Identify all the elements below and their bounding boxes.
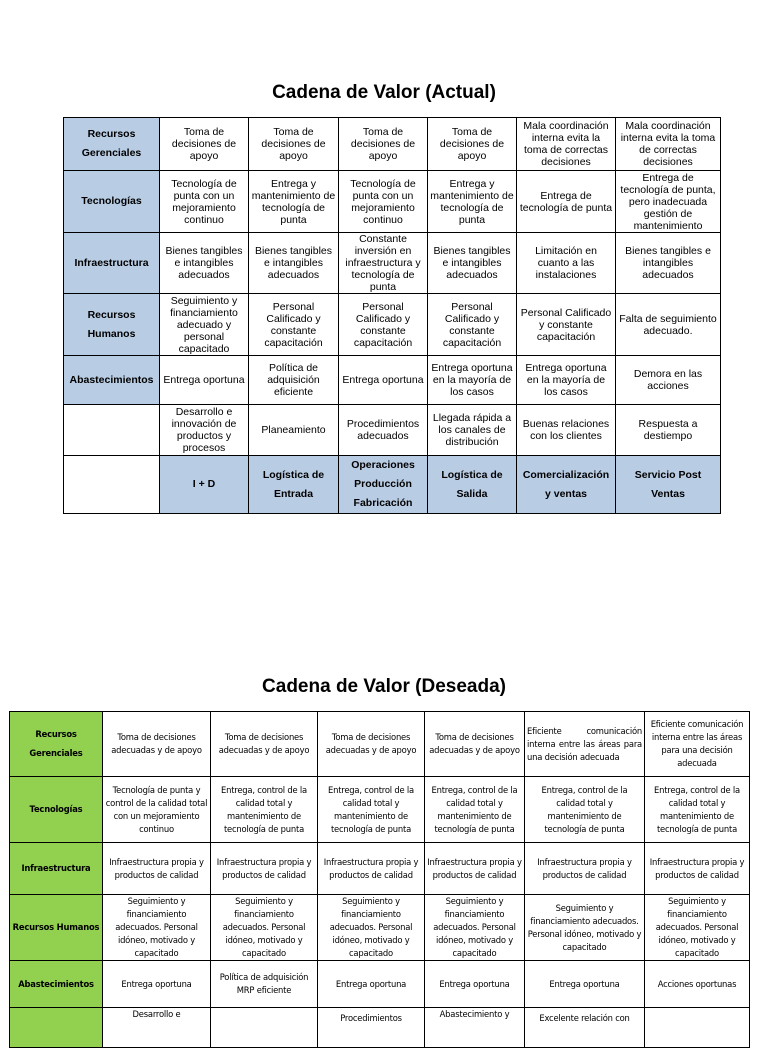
table-row [64,405,721,456]
table-row [10,895,750,961]
table-cell: Desarrollo e [103,1008,211,1048]
table-cell: Toma de decisiones adecuadas y de apoyo [425,712,525,777]
table-cell: Bienes tangibles e intangibles adecuados [616,233,721,294]
table-row [64,233,721,294]
table-cell: Infraestructura propia y productos de calidad [103,843,211,895]
row-header-empty [10,1008,103,1048]
table-cell: Entrega, control de la calidad total y mantenimiento de tecnología de punta [525,777,645,843]
table-cell: Excelente relación con [525,1008,645,1048]
table-row [10,712,750,777]
primary-activity-inbound-logistics: Logística de Entrada [249,456,339,514]
table-cell: Infraestructura propia y productos de calidad [645,843,750,895]
primary-activity-id: I + D [160,456,249,514]
table-cell: Respuesta a destiempo [616,405,721,456]
table-cell: Seguimiento y financiamiento adecuados. Personal idóneo, motivado y capacitado [103,895,211,961]
row-header-infraestructura: Infraestructura [64,233,160,294]
table-cell: Constante inversión en infraestructura y tecnología de punta [339,233,428,294]
table-cell: Falta de seguimiento adecuado. [616,294,721,356]
table-cell: Entrega y mantenimiento de tecnología de punta [428,171,517,233]
row-header-tecnologias: Tecnologías [10,777,103,843]
table-cell: Entrega, control de la calidad total y mantenimiento de tecnología de punta [211,777,318,843]
table-cell: Planeamiento [249,405,339,456]
table-cell: Llegada rápida a los canales de distribución [428,405,517,456]
table-row [64,118,721,171]
table-cell: Eficiente comunicación interna entre las áreas para una decisión adecuada [525,712,645,777]
table-cell: Infraestructura propia y productos de calidad [525,843,645,895]
table-cell: Seguimiento y financiamiento adecuados. Personal idóneo, motivado y capacitado [525,895,645,961]
table-cell: Toma de decisiones de apoyo [339,118,428,171]
desired-value-chain-table [9,711,750,1048]
table-cell: Tecnología de punta y control de la calidad total con un mejoramiento continuo [103,777,211,843]
row-header-abastecimientos: Abastecimientos [10,961,103,1008]
table-cell: Personal Calificado y constante capacitación [249,294,339,356]
table-cell: Buenas relaciones con los clientes [517,405,616,456]
row-header-recursos-gerenciales: Recursos Gerenciales [64,118,160,171]
row-header-recursos-humanos: Recursos Humanos [64,294,160,356]
table-cell: Bienes tangibles e intangibles adecuados [249,233,339,294]
row-header-infraestructura: Infraestructura [10,843,103,895]
desired-value-chain-title: Cadena de Valor (Deseada) [262,676,506,697]
table-cell: Entrega, control de la calidad total y mantenimiento de tecnología de punta [645,777,750,843]
table-row [64,356,721,405]
table-cell: Entrega oportuna en la mayoría de los casos [517,356,616,405]
table-cell: Seguimiento y financiamiento adecuado y personal capacitado [160,294,249,356]
table-row [10,961,750,1008]
table-cell: Mala coordinación interna evita la toma de correctas decisiones [616,118,721,171]
row-header-abastecimientos: Abastecimientos [64,356,160,405]
table-cell: Política de adquisición MRP eficiente [211,961,318,1008]
table-cell: Entrega, control de la calidad total y mantenimiento de tecnología de punta [425,777,525,843]
current-value-chain-title: Cadena de Valor (Actual) [272,82,496,103]
row-header-tecnologias: Tecnologías [64,171,160,233]
table-cell: Procedimientos adecuados [339,405,428,456]
table-cell: Entrega, control de la calidad total y mantenimiento de tecnología de punta [318,777,425,843]
table-row [64,294,721,356]
table-cell: Demora en las acciones [616,356,721,405]
table-cell: Acciones oportunas [645,961,750,1008]
table-cell: Abastecimiento y [425,1008,525,1048]
table-cell: Tecnología de punta con un mejoramiento continuo [339,171,428,233]
table-cell: Bienes tangibles e intangibles adecuados [160,233,249,294]
table-cell: Entrega oportuna [318,961,425,1008]
primary-activity-outbound-logistics: Logística de Salida [428,456,517,514]
table-cell: Infraestructura propia y productos de calidad [425,843,525,895]
row-header-recursos-humanos: Recursos Humanos [10,895,103,961]
table-cell: Infraestructura propia y productos de calidad [211,843,318,895]
table-cell: Entrega oportuna [425,961,525,1008]
table-cell: Seguimiento y financiamiento adecuados. Personal idóneo, motivado y capacitado [425,895,525,961]
table-cell: Mala coordinación interna evita la toma de correctas decisiones [517,118,616,171]
table-cell: Tecnología de punta con un mejoramiento continuo [160,171,249,233]
table-cell: Entrega oportuna [103,961,211,1008]
table-cell: Seguimiento y financiamiento adecuados. Personal idóneo, motivado y capacitado [211,895,318,961]
table-cell: Eficiente comunicación interna entre las áreas para una decisión adecuada [645,712,750,777]
table-cell: Entrega de tecnología de punta [517,171,616,233]
table-cell: Toma de decisiones de apoyo [160,118,249,171]
table-cell: Entrega oportuna [339,356,428,405]
table-cell: Entrega oportuna en la mayoría de los casos [428,356,517,405]
table-row [10,777,750,843]
table-cell: Seguimiento y financiamiento adecuados. Personal idóneo, motivado y capacitado [645,895,750,961]
footer-empty-cell [64,456,160,514]
table-cell: Entrega oportuna [160,356,249,405]
table-cell: Limitación en cuanto a las instalaciones [517,233,616,294]
table-cell: Bienes tangibles e intangibles adecuados [428,233,517,294]
primary-activity-sales: Comercialización y ventas [517,456,616,514]
table-cell: Toma de decisiones adecuadas y de apoyo [318,712,425,777]
table-cell: Toma de decisiones de apoyo [249,118,339,171]
table-cell: Procedimientos [318,1008,425,1048]
table-cell: Entrega oportuna [525,961,645,1008]
table-row [64,171,721,233]
table-cell: Personal Calificado y constante capacitación [339,294,428,356]
table-row [10,843,750,895]
table-cell [211,1008,318,1048]
table-cell: Personal Calificado y constante capacitación [428,294,517,356]
table-cell: Desarrollo e innovación de productos y procesos [160,405,249,456]
table-cell: Seguimiento y financiamiento adecuados. Personal idóneo, motivado y capacitado [318,895,425,961]
table-cell: Infraestructura propia y productos de calidad [318,843,425,895]
table-cell: Personal Calificado y constante capacitación [517,294,616,356]
table-row [10,1008,750,1048]
table-cell: Toma de decisiones adecuadas y de apoyo [211,712,318,777]
table-cell: Política de adquisición eficiente [249,356,339,405]
current-value-chain-table [63,117,721,514]
table-cell: Entrega de tecnología de punta, pero inadecuada gestión de mantenimiento [616,171,721,233]
table-cell: Toma de decisiones de apoyo [428,118,517,171]
primary-activity-after-sales: Servicio Post Ventas [616,456,721,514]
table-cell: Toma de decisiones adecuadas y de apoyo [103,712,211,777]
row-header-recursos-gerenciales: Recursos Gerenciales [10,712,103,777]
table-cell: Entrega y mantenimiento de tecnología de punta [249,171,339,233]
footer-row [64,456,721,514]
primary-activity-operations: Operaciones Producción Fabricación [339,456,428,514]
row-header-empty [64,405,160,456]
table-cell [645,1008,750,1048]
